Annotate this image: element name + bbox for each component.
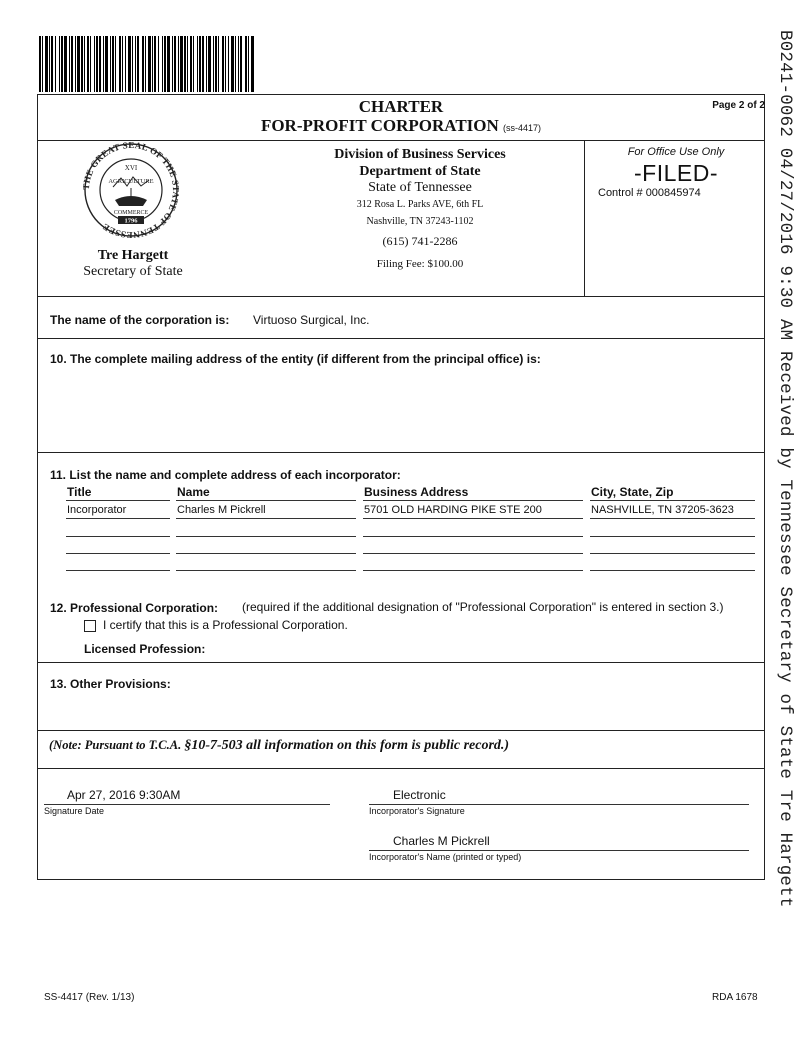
filing-fee: Filing Fee: $100.00 (376, 258, 464, 270)
right-border (764, 94, 765, 880)
seal-numeral: XVI (124, 164, 138, 172)
seal-agriculture: AGRICULTURE (108, 178, 154, 185)
division-name: Division of Business Services (334, 147, 506, 162)
divider (37, 730, 765, 731)
form-rda: RDA 1678 (712, 992, 758, 1003)
control-number: Control # 000845974 (598, 187, 701, 199)
form-title: CHARTER (358, 97, 444, 116)
incorporator-city: NASHVILLE, TN 37205-3623 (591, 504, 734, 516)
barcode (39, 36, 254, 92)
section-11-label: 11. List the name and complete address of each incorporator: (50, 468, 401, 482)
official-name: Tre Hargett (97, 248, 169, 263)
divider (37, 452, 765, 453)
section-13-label: 13. Other Provisions: (50, 677, 171, 691)
corp-name-label: The name of the corporation is: (50, 313, 230, 327)
form-code: (ss-4417) (503, 123, 542, 133)
divider (37, 94, 765, 95)
department-info (312, 146, 528, 274)
form-subtitle (37, 116, 765, 136)
professional-corp-label: I certify that this is a Professional Corporation. (103, 618, 348, 632)
form-revision: SS-4417 (Rev. 1/13) (44, 992, 135, 1003)
state-name: State of Tennessee (368, 180, 472, 195)
divider (37, 662, 765, 663)
section-10-label: 10. The complete mailing address of the entity (if different from the principal office) is: (50, 352, 541, 366)
divider (37, 879, 765, 880)
printed-name-line (369, 850, 749, 851)
professional-corp-checkbox[interactable] (84, 620, 96, 632)
seal-commerce: COMMERCE (113, 210, 149, 216)
col-title: Title (67, 485, 92, 499)
public-record-note (49, 738, 509, 754)
col-city-state-zip: City, State, Zip (591, 485, 674, 499)
corp-name-value: Virtuoso Surgical, Inc. (253, 313, 370, 327)
phone-number: (615) 741-2286 (382, 234, 458, 248)
left-border (37, 94, 38, 880)
signature-line (369, 804, 749, 805)
office-divider (584, 140, 585, 296)
seal-year: 1796 (124, 217, 138, 225)
received-stamp-text: B0241-0062 04/27/2016 9:30 AM Received by Tennessee Secretary of State Tre Hargett (775, 30, 795, 908)
state-seal (69, 142, 193, 238)
signature-value: Electronic (393, 788, 446, 802)
incorporator-name: Charles M Pickrell (177, 504, 266, 516)
seal-ring-text: THE GREAT SEAL OF THE STATE OF TENNESSEE (80, 142, 182, 238)
licensed-profession-label: Licensed Profession: (84, 642, 206, 656)
received-stamp (769, 30, 799, 970)
public-record-note-part2: §10-7-503 all information on this form is public record.) (184, 738, 510, 753)
signature-date-label: Signature Date (44, 806, 105, 816)
office-use-label: For Office Use Only (627, 146, 725, 158)
divider (37, 140, 765, 141)
address-line-2: Nashville, TN 37243-1102 (366, 216, 474, 227)
divider (37, 768, 765, 769)
incorporator-address: 5701 OLD HARDING PIKE STE 200 (364, 504, 542, 516)
incorporator-printed-name: Charles M Pickrell (393, 834, 490, 848)
printed-name-label: Incorporator's Name (printed or typed) (369, 852, 522, 862)
charter-form (37, 94, 765, 880)
department-name: Department of State (359, 164, 481, 179)
divider (37, 296, 765, 297)
address-line-1: 312 Rosa L. Parks AVE, 6th FL (356, 199, 484, 210)
signature-label: Incorporator's Signature (369, 806, 465, 816)
section-12-label: 12. Professional Corporation: (50, 601, 219, 615)
page-indicator: Page 2 of 2 (712, 100, 765, 111)
official-title: Secretary of State (83, 264, 183, 279)
office-use-box (587, 146, 765, 199)
incorporator-title: Incorporator (67, 504, 127, 516)
filed-status: -FILED- (634, 160, 718, 186)
col-name: Name (177, 485, 210, 499)
divider (37, 338, 765, 339)
signature-date-line (44, 804, 330, 805)
public-record-note-part1: (Note: Pursuant to T.C.A. (49, 738, 185, 752)
section-12-note: (required if the additional designation of "Professional Corporation" is entered in section 3.) (242, 600, 724, 614)
signature-date-value: Apr 27, 2016 9:30AM (67, 788, 181, 802)
form-subtitle-text: FOR-PROFIT CORPORATION (260, 116, 499, 135)
col-business-address: Business Address (364, 485, 469, 499)
